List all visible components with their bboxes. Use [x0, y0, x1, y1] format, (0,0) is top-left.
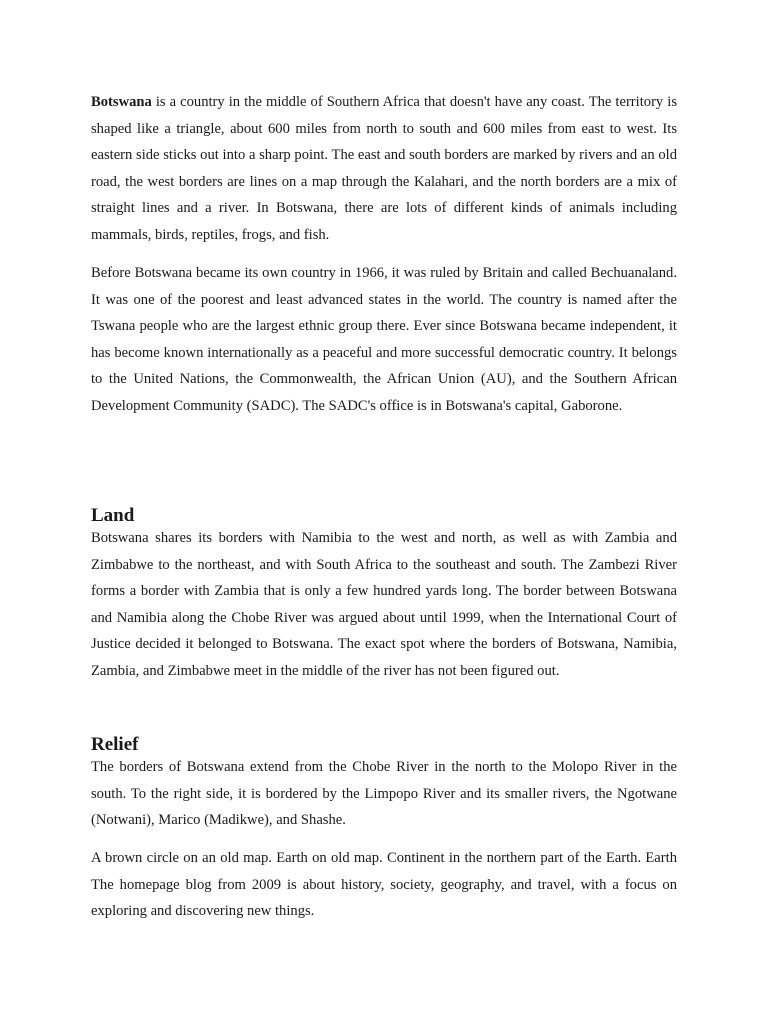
- country-name-bold: Botswana: [91, 94, 152, 110]
- map-description-paragraph: A brown circle on an old map. Earth on old map. Continent in the northern part of the Earth. Earth The homepage blog from 2009 is about history, society, geography, and travel, with a focus on exploring and discovering new things.: [91, 850, 677, 920]
- land-paragraph: Botswana shares its borders with Namibia to the west and north, as well as with Zambia and Zimbabwe to the northeast, and with South Africa to the southeast and south. The Zambezi River forms a border with Zambia that is only a few hundred yards long. The border between Botswana and Namibia along the Chobe River was argued about until 1999, when the International Court of Justice decided it belonged to Botswana. The exact spot where the borders of Botswana, Namibia, Zambia, and Zimbabwe meet in the middle of the river has not been figured out.: [91, 530, 677, 679]
- land-heading: Land: [91, 505, 135, 526]
- relief-heading: Relief: [91, 734, 139, 755]
- intro-text: is a country in the middle of Southern Africa that doesn't have any coast. The territory is shaped like a triangle, about 600 miles from north to south and 600 miles from east to west. Its eastern side sticks out into a sharp point. The east and south borders are marked by rivers and an old road, the west borders are lines on a map through the Kalahari, and the north borders are a mix of straight lines and a river. In Botswana, there are lots of different kinds of animals including mammals, birds, reptiles, frogs, and fish.: [91, 94, 677, 243]
- relief-paragraph: The borders of Botswana extend from the Chobe River in the north to the Molopo River in the south. To the right side, it is bordered by the Limpopo River and its smaller rivers, the Ngotwane (Notwani), Marico (Madikwe), and Shashe.: [91, 759, 677, 829]
- intro-paragraph: [91, 89, 677, 249]
- history-paragraph: Before Botswana became its own country in 1966, it was ruled by Britain and called Bechuanaland. It was one of the poorest and least advanced states in the world. The country is named after the Tswana people who are the largest ethnic group there. Ever since Botswana became independent, it has become known internationally as a peaceful and more successful democratic country. It belongs to the United Nations, the Commonwealth, the African Union (AU), and the Southern African Development Community (SADC). The SADC's office is in Botswana's capital, Gaborone.: [91, 265, 677, 414]
